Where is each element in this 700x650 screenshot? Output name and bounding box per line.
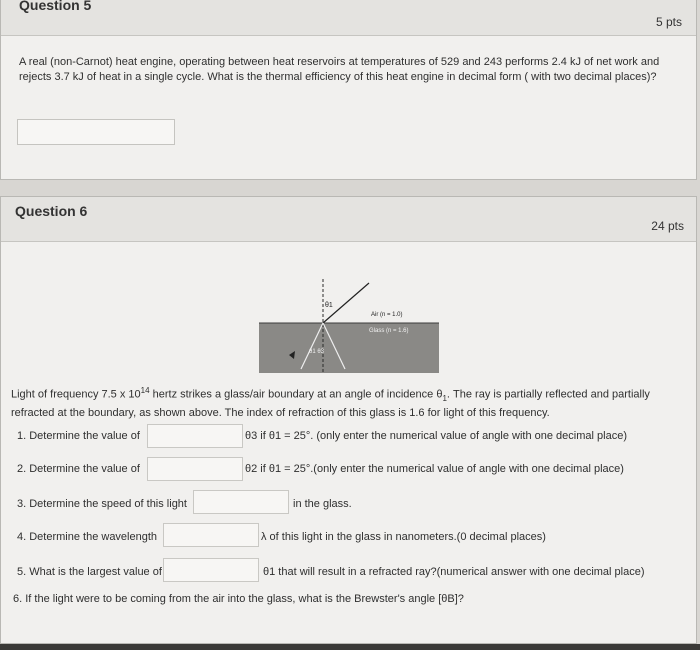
item-5-instructions: θ1 that will result in a refracted ray?(numerical answer with one decimal place) xyxy=(263,566,645,578)
item-6-label: 6. If the light were to be coming from the air into the glass, what is the Brewster's angle [θB]? xyxy=(13,593,464,605)
intro-exponent: 14 xyxy=(140,386,150,395)
question-6-card xyxy=(0,196,697,644)
question-5-answer-input[interactable] xyxy=(17,119,175,145)
question-6-intro xyxy=(11,383,671,421)
intro-subscript: 1 xyxy=(442,393,447,403)
item-2-answer-input[interactable] xyxy=(147,457,243,481)
item-3-instructions: in the glass. xyxy=(293,498,352,510)
bottom-edge xyxy=(0,644,700,650)
refraction-diagram xyxy=(259,269,439,377)
question-5-header xyxy=(1,0,696,36)
item-3-answer-input[interactable] xyxy=(193,490,289,514)
item-4-instructions: λ of this light in the glass in nanometers.(0 decimal places) xyxy=(261,531,546,543)
question-5-points: 5 pts xyxy=(655,15,682,29)
question-6-title: Question 6 xyxy=(15,203,88,219)
air-label: Air (n = 1.0) xyxy=(371,312,403,318)
item-5-label: 5. What is the largest value of xyxy=(17,566,162,578)
item-5-answer-input[interactable] xyxy=(163,558,259,582)
item-3-label: 3. Determine the speed of this light xyxy=(17,498,187,510)
item-1-label: 1. Determine the value of xyxy=(17,430,140,442)
question-5-title: Question 5 xyxy=(19,0,92,13)
question-5-card xyxy=(0,0,697,180)
item-2-label: 2. Determine the value of xyxy=(17,463,140,475)
intro-text-1: Light of frequency 7.5 x 10 xyxy=(11,388,141,401)
intro-text-2: hertz strikes a glass/air boundary at an angle of incidence θ xyxy=(149,388,443,401)
question-6-header xyxy=(1,197,696,242)
question-5-text: A real (non-Carnot) heat engine, operating between heat reservoirs at temperatures of 529 and 243 performs 2.4 kJ of net work and rejects 3.7 kJ of heat in a single cycle. What is the thermal efficiency of this heat engine in decimal form ( with two decimal places)? xyxy=(19,56,660,83)
intro-text-4: refracted at the boundary, as shown above. The index of refraction of this glass is 1.6 for light of this frequency. xyxy=(11,406,550,419)
glass-label: Glass (n = 1.6) xyxy=(369,328,409,334)
item-4-answer-input[interactable] xyxy=(163,523,259,547)
item-2-instructions: θ2 if θ1 = 25°.(only enter the numerical value of angle with one decimal place) xyxy=(245,463,624,475)
theta-pair-label: θ1 θ3 xyxy=(309,349,325,355)
item-1-answer-input[interactable] xyxy=(147,424,243,448)
item-4-label: 4. Determine the wavelength xyxy=(17,531,158,543)
glass-block xyxy=(259,323,439,373)
question-6-points: 24 pts xyxy=(651,219,684,233)
intro-text-3: . The ray is partially reflected and partially xyxy=(446,388,650,401)
item-1-instructions: θ3 if θ1 = 25°. (only enter the numerical value of angle with one decimal place) xyxy=(245,430,627,442)
theta1-diagram-label: θ1 xyxy=(325,302,333,309)
